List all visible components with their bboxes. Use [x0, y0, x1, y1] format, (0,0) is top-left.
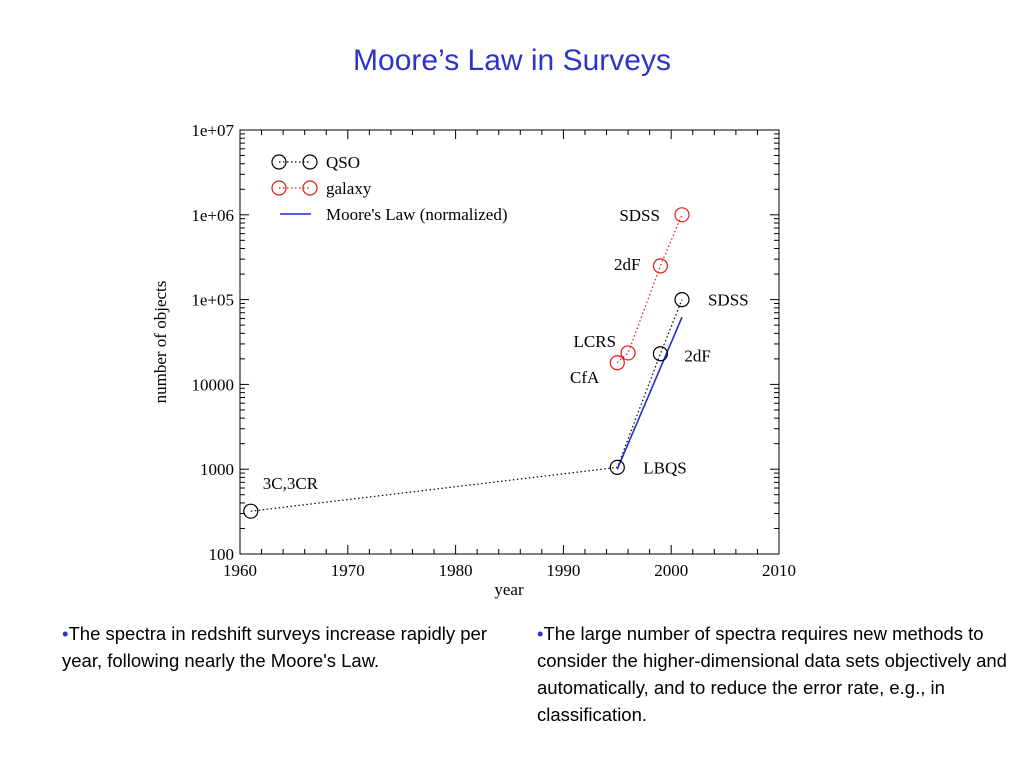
y-tick-label: 1000 — [200, 460, 234, 480]
data-label: CfA — [570, 367, 600, 387]
y-tick-label: 1e+07 — [191, 121, 234, 140]
bullet-left — [62, 620, 502, 674]
x-tick-label: 1990 — [546, 561, 581, 580]
data-label: SDSS — [619, 205, 660, 225]
y-axis-label: number of objects — [151, 280, 170, 404]
legend-label: galaxy — [326, 179, 372, 198]
legend-label: QSO — [326, 153, 361, 172]
y-tick-label: 1e+05 — [191, 290, 234, 310]
y-tick-label: 100 — [208, 545, 234, 564]
x-tick-label: 2000 — [654, 561, 689, 580]
bullet-marker: • — [62, 623, 69, 644]
data-label: 2dF — [613, 254, 641, 274]
bullet-marker: • — [537, 623, 544, 644]
bullet-text: The large number of spectra requires new methods to consider the higher-dimensional data sets objectively and automatically, and to reduce the error rate, e.g., in classification. — [537, 623, 1007, 725]
point-labels — [263, 206, 749, 493]
x-tick-label: 2010 — [762, 561, 796, 580]
slide-title: Moore’s Law in Surveys — [353, 44, 671, 77]
x-tick-label: 1980 — [438, 561, 473, 580]
y-tick-label: 1e+06 — [191, 205, 234, 225]
bullet-right — [537, 620, 1007, 728]
data-point — [653, 259, 667, 273]
data-point — [653, 347, 667, 361]
data-point — [675, 208, 689, 222]
legend-label: Moore's Law (normalized) — [326, 205, 508, 224]
data-label: LCRS — [573, 331, 617, 351]
bullet-text: The spectra in redshift surveys increase rapidly per year, following nearly the Moore's Law. — [62, 623, 487, 671]
data-label: 3C,3CR — [262, 474, 319, 494]
plot-frame — [240, 130, 779, 554]
x-tick-label: 1970 — [330, 561, 365, 580]
data-label: SDSS — [707, 290, 749, 310]
x-axis-label: year — [494, 580, 524, 599]
axis-ticks — [240, 130, 779, 554]
data-point — [621, 346, 635, 360]
y-tick-label: 10000 — [191, 375, 234, 395]
data-label: LBQS — [643, 458, 687, 478]
data-label: 2dF — [684, 346, 711, 366]
x-tick-label: 1960 — [223, 561, 257, 580]
legend — [272, 153, 508, 224]
series-line — [617, 317, 682, 469]
